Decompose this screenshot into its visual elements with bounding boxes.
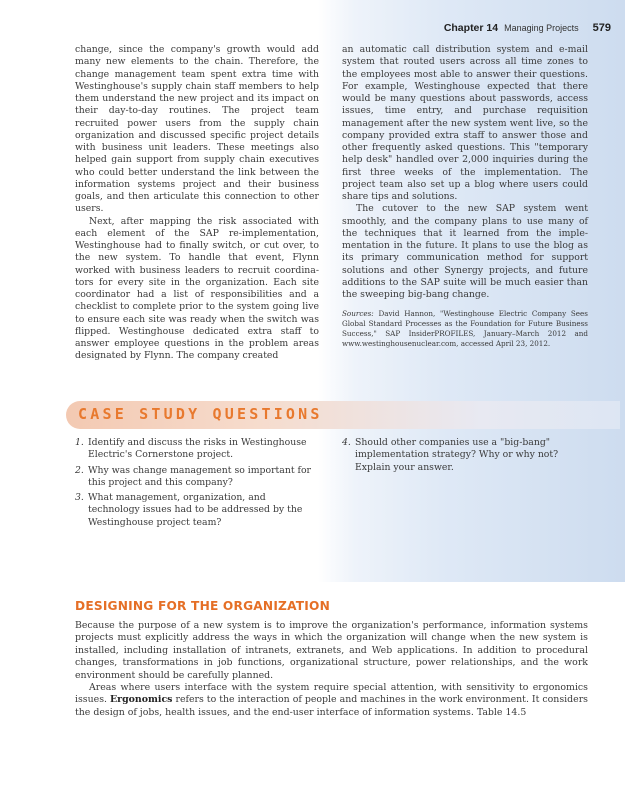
left-column bbox=[75, 44, 319, 363]
question-number: 3. bbox=[75, 492, 84, 504]
ergonomics-term: Ergonomics bbox=[110, 694, 173, 706]
left-paragraph-1: change, since the company's growth would add many new elements to the chain. Therefore, the change management team spent extra time with Westinghouse's supply chain staff members to help them understand the new project and its impact on their day-to-day routines. The project team recruited power users from the supply chain organization and discussed specific project details with business unit leaders. These meetings also helped gain support from supply chain executives who could better understand the link between the information systems project and their business goals, and then articulate this connection to other users. bbox=[75, 44, 319, 215]
question-number: 4. bbox=[342, 437, 351, 448]
sources-citation bbox=[342, 309, 588, 349]
chapter-title: Managing Projects bbox=[504, 23, 579, 33]
sources-label: Sources: bbox=[342, 309, 374, 319]
section-body bbox=[75, 620, 588, 719]
question-number: 1. bbox=[75, 437, 84, 448]
page-number: 579 bbox=[592, 22, 611, 34]
para2-start: Areas where users interface with the system require special attention, with sensitivity to ergonomics issues. bbox=[75, 682, 588, 706]
question-item bbox=[342, 437, 582, 474]
question-item bbox=[75, 465, 315, 490]
question-text: What management, organization, and technology issues had to be addressed by the Westinghouse project team? bbox=[88, 492, 303, 528]
left-paragraph-2: Next, after mapping the risk associated with each element of the SAP re-implementation, Westinghouse had to finally switch, or cut over, to the new system. To handle that event, Flynn worked with business leaders to recruit coordinators for every site in the organization. Each site coordinator had a list of responsibilities and a checklist to complete prior to the system going live to ensure each site was ready when the switch was flipped. Westinghouse dedicated extra staff to answer employee questions in the problem areas designated by Flynn. The company created bbox=[75, 215, 319, 362]
question-text: Why was change management so important for this project and this company? bbox=[88, 464, 311, 488]
para2-end: refers to the interaction of people and machines in the work environment. It considers the design of jobs, health issues, and the end-user interface of information systems. Table 14.5 bbox=[75, 694, 588, 718]
running-header bbox=[444, 22, 611, 34]
section-heading: DESIGNING FOR THE ORGANIZATION bbox=[75, 599, 330, 613]
question-item bbox=[75, 492, 315, 529]
questions-left bbox=[75, 437, 315, 532]
question-text: Should other companies use a "big-bang" implementation strategy? Why or why not? Explain your answer. bbox=[355, 437, 559, 473]
right-paragraph-2: The cutover to the new SAP system went smoothly, and the company plans to use many of the techniques that it learned from the implementation in the future. It plans to use the blog as its primary communication method for support solutions and other Synergy projects, and future additions to the SAP suite will be much easier than the sweeping big-bang change. bbox=[342, 203, 588, 300]
section-paragraph-2 bbox=[75, 682, 588, 719]
section-paragraph-1: Because the purpose of a new system is to improve the organization's performance, information systems projects must explicitly address the ways in which the organization will change when the new system is installed, including installation of intranets, extranets, and Web applications. In addition to procedural changes, transformations in job functions, organizational structure, power relationships, and the work environment should be carefully planned. bbox=[75, 620, 588, 681]
sources-text: David Hannon, "Westinghouse Electric Company Sees Global Standard Processes as the Foundation for Future Business Success," SAP InsiderPROFILES, January–March 2012 and www.westinghousenuclear.com, accessed April 23, 2012. bbox=[342, 309, 588, 349]
question-item bbox=[75, 437, 315, 462]
question-text: Identify and discuss the risks in Westinghouse Electric's Cornerstone project. bbox=[88, 437, 307, 461]
questions-right bbox=[342, 437, 582, 477]
chapter-label: Chapter 14 bbox=[443, 22, 499, 34]
right-column bbox=[342, 44, 588, 349]
right-paragraph-1: an automatic call distribution system and e-mail system that routed users across all time zones to the employees most able to answer their questions. For example, Westinghouse expected that there would be many questions about passwords, access issues, time entry, and purchase requisition management after the new system went live, so the company provided extra staff to answer those and other frequently asked questions. This "temporary help desk" handled over 2,000 inquiries during the first three weeks of the implementation. The project team also set up a blog where users could share tips and solutions. bbox=[342, 44, 588, 202]
question-number: 2. bbox=[75, 464, 84, 476]
case-study-title: CASE STUDY QUESTIONS bbox=[78, 405, 323, 423]
